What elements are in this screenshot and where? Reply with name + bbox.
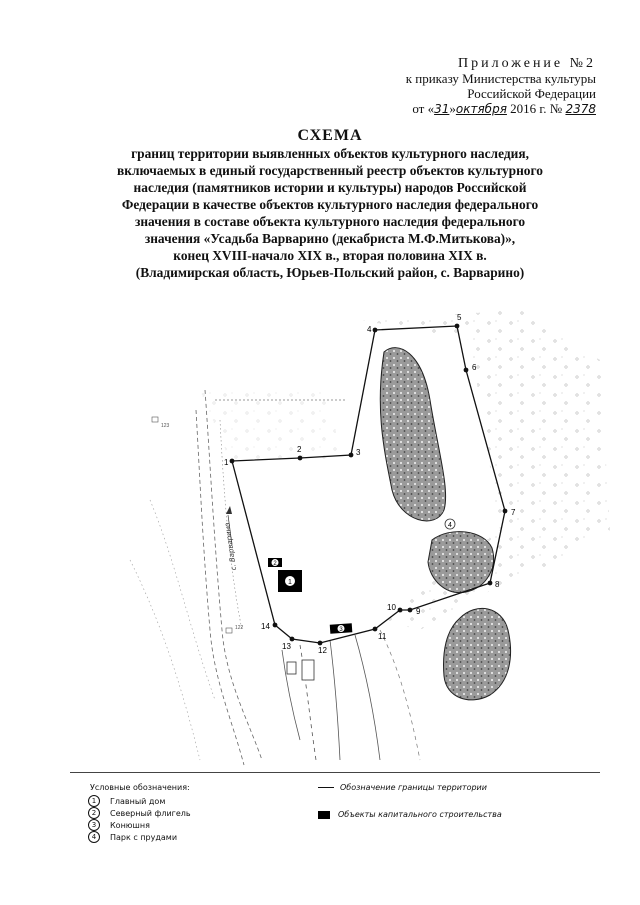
legend-number: 4 [88,831,100,843]
boundary-point [503,509,508,514]
elevation-label-1: 123 [161,423,170,429]
date-prefix: от « [412,101,435,116]
pond-north [380,348,445,521]
title-line-1: границ территории выявленных объектов культурного наследия, [131,146,529,161]
contour-west-1 [130,560,200,760]
field-area [200,390,340,465]
boundary-legend-text: Обозначение границы территории [340,783,487,792]
legend-capital [318,810,502,819]
stable-label: 3 [339,627,343,633]
boundary-point [398,608,403,613]
boundary-point [230,459,235,464]
date-day: 31 [434,102,450,116]
boundary-point [464,368,469,373]
boundary-point [349,453,354,458]
elevation-label-2: 122 [235,625,244,631]
boundary-point [455,324,460,329]
capital-box-symbol [318,811,330,819]
boundary-point-label: 9 [416,607,421,616]
date-year: 2016 г. № [510,101,563,116]
legend-item [88,807,191,819]
path-south-2 [355,635,380,760]
order-number: 2378 [565,102,596,116]
title-line-7: конец XVIII-начало XIX в., вторая половина XIX в. [173,248,487,263]
road-label: с. Варварино [223,522,238,571]
boundary-point-label: 10 [387,603,396,612]
legend-item [88,831,191,843]
title-line-4: Федерации в качестве объектов культурного наследия федерального [121,197,539,212]
boundary-point [373,627,378,632]
boundary-point-label: 6 [472,363,477,372]
elevation-mark-2 [226,628,232,633]
annex-block [356,56,596,117]
title-line-3: наследия (памятников истории и культуры) народов Российской [133,180,527,195]
boundary-point [298,456,303,461]
boundary-points [224,313,516,655]
legend-divider [70,772,600,773]
boundary-point [318,641,323,646]
shed-1 [302,660,314,680]
annex-label: Приложение №2 [458,56,596,71]
road-arrow-head [226,506,232,514]
annex-ministry-line: Российской Федерации [467,86,596,101]
scheme-title-block [80,126,580,281]
legend-list [88,795,191,843]
boundary-point [373,328,378,333]
legend-number: 3 [88,819,100,831]
legend-number: 2 [88,807,100,819]
boundary-point [273,623,278,628]
annex-order-line: к приказу Министерства культуры [405,71,596,86]
boundary-point [488,581,493,586]
legend-item [88,795,191,807]
park-marker-label: 4 [448,522,452,529]
boundary-point-label: 5 [457,313,462,322]
legend-text: Северный флигель [110,808,191,818]
boundary-point-label: 2 [297,445,302,454]
contour-west-2 [150,500,215,700]
shed-2 [287,662,296,674]
legend-item [88,819,191,831]
title-line-2: включаемых в единый государственный реестр объектов культурного [117,163,543,178]
date-mid: » [449,101,456,116]
north-wing-label: 2 [273,561,277,567]
boundary-point-label: 1 [224,458,229,467]
title-line-8: (Владимирская область, Юрьев-Польский район, с. Варварино) [135,265,525,280]
scheme-heading: СХЕМА [297,127,363,144]
legend-boundary [318,783,487,792]
capital-legend-text: Объекты капитального строительства [338,810,502,819]
legend-text: Главный дом [110,796,166,806]
territory-map [0,300,640,770]
boundary-point-label: 7 [511,508,516,517]
main-house-label: 1 [288,579,292,586]
boundary-point [408,608,413,613]
legend-title: Условные обозначения: [90,783,190,792]
annex-date-line [356,101,596,117]
boundary-point-label: 14 [261,622,270,631]
boundary-point-label: 11 [378,632,387,641]
boundary-line-symbol [318,787,334,788]
pond-south [444,608,511,700]
boundary-point-label: 4 [367,325,372,334]
boundary-point-label: 13 [282,642,291,651]
path-south-1 [330,640,340,760]
date-month: октября [455,102,507,116]
elevation-mark-1 [152,417,158,422]
boundary-point-label: 12 [318,646,327,655]
boundary-point-label: 8 [495,580,500,589]
boundary-point [290,637,295,642]
legend-number: 1 [88,795,100,807]
path-south-4 [380,630,420,760]
legend-text: Парк с прудами [110,832,178,842]
boundary-point-label: 3 [356,448,361,457]
legend-text: Конюшня [110,820,150,830]
title-line-5: значения в составе объекта культурного наследия федерального [134,214,526,229]
title-line-6: значения «Усадьба Варварино (декабриста М.Ф.Митькова)», [144,231,516,246]
